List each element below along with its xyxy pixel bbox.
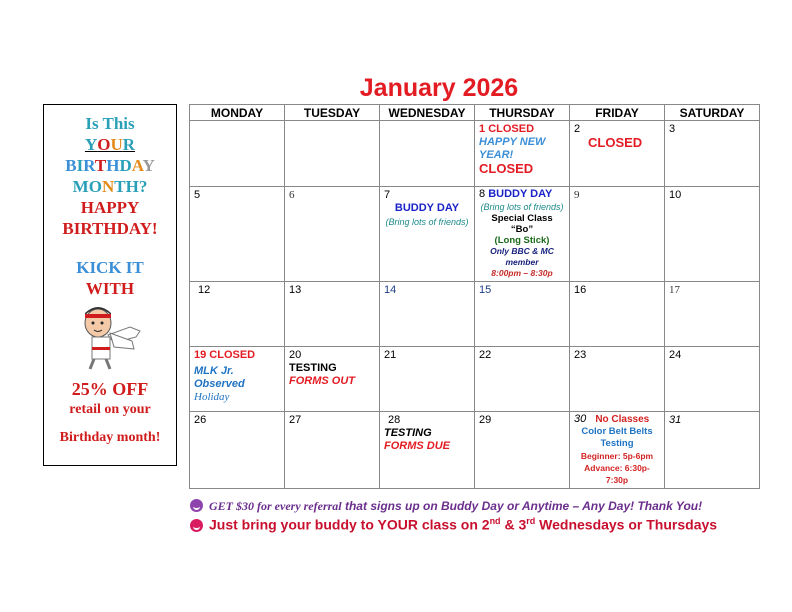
smiley-icon	[190, 499, 203, 512]
holiday-label: Holiday	[194, 391, 230, 403]
buddy-note-sup-nd: nd	[489, 516, 501, 526]
day-cell-jan-10	[665, 187, 760, 282]
day-cell-jan-19	[190, 347, 285, 412]
day-number: 7	[384, 189, 391, 201]
day-number: 2	[574, 123, 581, 135]
day-number: 30	[574, 413, 587, 425]
promo-birthday-month: Birthday month!	[59, 430, 161, 445]
day-cell-jan-8	[475, 187, 570, 282]
promo-letter: Y	[84, 135, 98, 154]
day-cell-jan-23	[570, 347, 665, 412]
day-number: 9	[574, 189, 580, 201]
promo-line-your	[44, 134, 176, 155]
day-cell-empty	[285, 121, 380, 187]
promo-line-is-this: Is This	[85, 114, 135, 133]
special-class-label: Special Class	[491, 213, 553, 224]
testing-label: TESTING	[384, 427, 432, 439]
closed-label: CLOSED	[588, 135, 643, 150]
day-cell-jan-13	[285, 282, 380, 347]
promo-happy: HAPPY	[80, 198, 140, 217]
day-number: 12	[198, 284, 211, 296]
promo-letter: N	[101, 177, 115, 196]
day-cell-jan-31	[665, 412, 760, 489]
day-cell-jan-30	[570, 412, 665, 489]
day-number: 13	[289, 284, 302, 296]
week-row-3	[190, 282, 760, 347]
calendar-grid	[189, 104, 760, 489]
day-cell-jan-24	[665, 347, 760, 412]
day-cell-jan-2	[570, 121, 665, 187]
long-stick-label: (Long Stick)	[494, 235, 550, 246]
promo-letter: O	[88, 177, 102, 196]
day-number: 1	[479, 123, 486, 135]
day-cell-jan-12	[190, 282, 285, 347]
day-cell-jan-26	[190, 412, 285, 489]
buddy-note	[190, 516, 717, 533]
weekday-header-row	[190, 105, 760, 121]
karate-kid-icon	[70, 301, 150, 371]
day-number: 22	[479, 349, 492, 361]
beginner-time: Beginner: 5p-6pm	[580, 451, 654, 461]
promo-letter: ?	[138, 177, 148, 196]
day-cell-jan-15	[475, 282, 570, 347]
day-number: 31	[669, 414, 682, 426]
week-row-5	[190, 412, 760, 489]
header-tuesday: TUESDAY	[285, 105, 380, 121]
closed-label: CLOSED	[488, 123, 535, 135]
day-number: 10	[669, 189, 682, 201]
promo-letter: B	[65, 156, 77, 175]
day-number: 16	[574, 284, 587, 296]
birthday-promo-box	[43, 104, 177, 466]
week-row-4	[190, 347, 760, 412]
promo-letter: M	[72, 177, 89, 196]
day-number: 14	[384, 284, 397, 296]
class-time: 8:00pm – 8:30p	[491, 268, 553, 278]
day-number: 20	[289, 349, 302, 361]
day-cell-jan-16	[570, 282, 665, 347]
day-cell-jan-22	[475, 347, 570, 412]
promo-letter: U	[110, 135, 123, 154]
day-number: 26	[194, 414, 207, 426]
bring-friends-note: (Bring lots of friends)	[480, 202, 564, 212]
promo-retail: retail on your	[69, 402, 151, 417]
promo-line-birthday-colored	[44, 155, 176, 176]
referral-details: that signs up on Buddy Day or Anytime – Any Day! Thank You!	[344, 499, 703, 513]
day-cell-jan-7	[380, 187, 475, 282]
mlk-observed-label: MLK Jr. Observed	[194, 365, 245, 390]
buddy-note-text-c: Wednesdays or Thursdays	[535, 516, 718, 533]
day-cell-jan-17	[665, 282, 760, 347]
bring-friends-note: (Bring lots of friends)	[385, 217, 469, 227]
promo-letter: H	[106, 156, 120, 175]
promo-letter: T	[114, 177, 126, 196]
week-row-1	[190, 121, 760, 187]
day-cell-jan-14	[380, 282, 475, 347]
day-number: 24	[669, 349, 682, 361]
day-cell-jan-27	[285, 412, 380, 489]
day-number: 28	[388, 414, 401, 426]
referral-note	[190, 499, 702, 514]
referral-amount: GET $30 for every referral	[209, 499, 342, 513]
smiley-icon	[190, 519, 203, 532]
header-monday: MONDAY	[190, 105, 285, 121]
belt-testing-label: Testing	[600, 438, 634, 449]
closed-label: CLOSED	[479, 161, 534, 176]
day-number: 8	[479, 188, 486, 200]
promo-with: WITH	[85, 279, 135, 298]
day-cell-empty	[380, 121, 475, 187]
day-number: 29	[479, 414, 492, 426]
buddy-day-label: BUDDY DAY	[488, 188, 553, 200]
week-row-2	[190, 187, 760, 282]
promo-letter: I	[76, 156, 84, 175]
promo-line-month	[44, 176, 176, 197]
header-friday: FRIDAY	[570, 105, 665, 121]
promo-birthday: BIRTHDAY!	[62, 219, 158, 238]
day-cell-jan-3	[665, 121, 760, 187]
header-wednesday: WEDNESDAY	[380, 105, 475, 121]
promo-letter: H	[125, 177, 139, 196]
promo-kick-it: KICK IT	[76, 258, 144, 277]
promo-letter: R	[122, 135, 136, 154]
day-cell-jan-20	[285, 347, 380, 412]
header-saturday: SATURDAY	[665, 105, 760, 121]
members-only-note: Only BBC & MC member	[490, 246, 554, 267]
day-cell-jan-5	[190, 187, 285, 282]
day-cell-jan-28	[380, 412, 475, 489]
calendar-title: January 2026	[359, 74, 519, 102]
day-number: 17	[669, 284, 680, 296]
promo-letter: O	[97, 135, 111, 154]
advance-time: Advance: 6:30p-7:30p	[584, 463, 650, 485]
no-classes-label: No Classes	[595, 414, 650, 425]
buddy-day-label: BUDDY DAY	[394, 202, 460, 214]
day-cell-empty	[190, 121, 285, 187]
forms-due-label: FORMS DUE	[384, 440, 450, 452]
day-number: 15	[479, 284, 492, 296]
day-cell-jan-6	[285, 187, 380, 282]
promo-letter: D	[119, 156, 132, 175]
day-cell-jan-1	[475, 121, 570, 187]
day-cell-jan-29	[475, 412, 570, 489]
testing-label: TESTING	[289, 362, 337, 374]
buddy-note-sup-rd: rd	[526, 516, 536, 526]
day-number: 3	[669, 123, 676, 135]
promo-letter: A	[131, 156, 143, 175]
day-cell-jan-21	[380, 347, 475, 412]
promo-letter: R	[83, 156, 95, 175]
bo-label: “Bo”	[510, 224, 534, 235]
promo-letter: Y	[142, 156, 155, 175]
happy-new-year-label: HAPPY NEW YEAR!	[479, 136, 546, 161]
buddy-note-text-b: & 3	[500, 516, 527, 533]
day-number: 23	[574, 349, 587, 361]
day-number: 27	[289, 414, 302, 426]
promo-letter: T	[94, 156, 107, 175]
day-number: 6	[289, 189, 295, 201]
forms-out-label: FORMS OUT	[289, 375, 355, 387]
closed-label: 19 CLOSED	[194, 349, 256, 361]
promo-discount: 25% OFF	[71, 379, 149, 399]
buddy-note-text-a: Just bring your buddy to YOUR class on 2	[209, 516, 490, 533]
day-number: 5	[194, 189, 201, 201]
day-number: 21	[384, 349, 397, 361]
header-thursday: THURSDAY	[475, 105, 570, 121]
color-belt-label: Color Belt Belts	[581, 426, 653, 437]
day-cell-jan-9	[570, 187, 665, 282]
